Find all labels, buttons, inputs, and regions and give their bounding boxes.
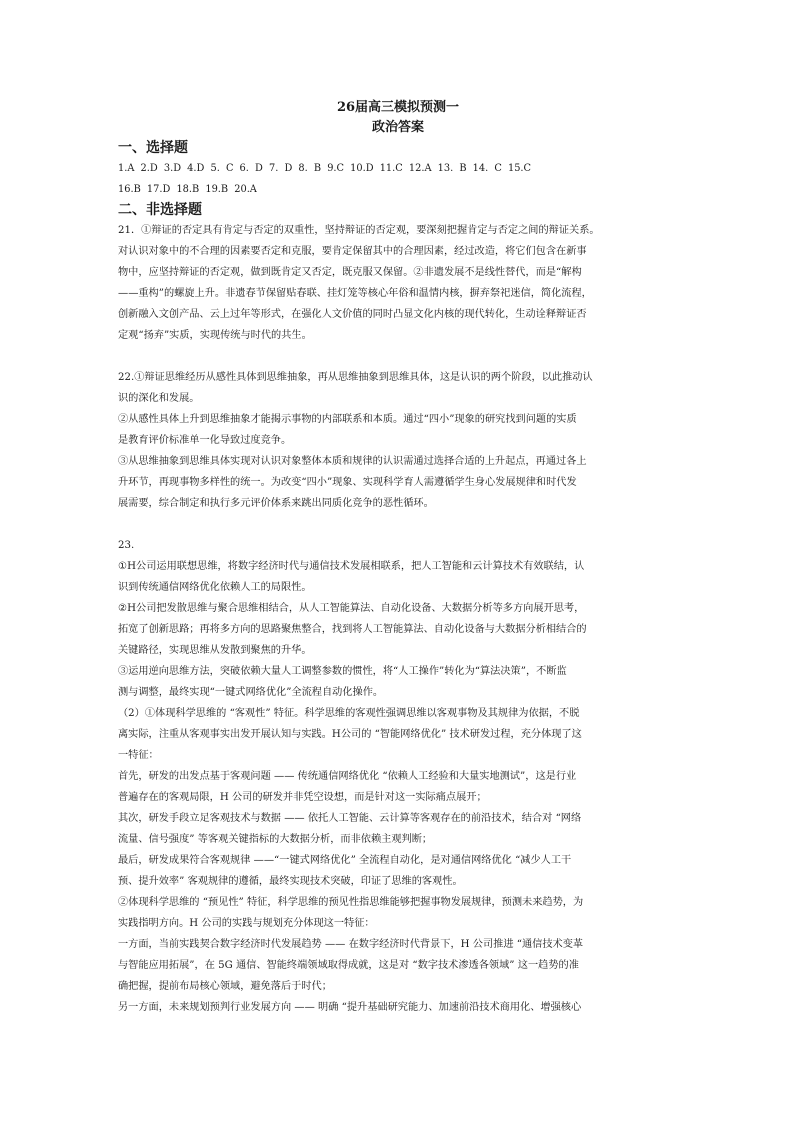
choice-answers-line-1: 1.A 2.D 3.D 4.D 5. C 6. D 7. D 8. B 9.C 10.D 11.C 12.A 13. B 14. C 15.C	[118, 163, 532, 174]
q22-line: 识的深化和发展。	[118, 393, 200, 404]
q23-label: 23.	[118, 540, 135, 551]
page-subtitle: 政治答案	[371, 120, 424, 135]
section-heading-choice: 一、选择题	[118, 140, 188, 156]
answer-sheet	[118, 98, 678, 1018]
q23-line: 流量、信号强度” 等客观关键指标的大数据分析，而非依赖主观判断；	[118, 834, 433, 845]
q23-line: 首先，研发的出发点基于客观问题 —— 传统通信网络优化 “依赖人工经验和大量实地测试”，这是行业	[118, 771, 577, 782]
q23-line: 最后，研发成果符合客观规律 ——“一键式网络优化” 全流程自动化，是对通信网络优化 “减少人工干	[118, 855, 572, 866]
q23-line: 拓宽了创新思路；再将多方向的思路聚焦整合，找到将人工智能算法、自动化设备与大数据分析相结合的	[118, 624, 587, 635]
q23-line: 关键路径，实现思维从发散到聚焦的升华。	[118, 645, 312, 656]
q21-line: 物中，应坚持辩证的否定观，做到既肯定又否定，既克服又保留。②非遗发展不是线性替代，而是“解构	[118, 267, 582, 278]
q23-line: ③运用逆向思维方法，突破依赖大量人工调整参数的惯性，将“人工操作”转化为“算法决策”，不断监	[118, 666, 567, 677]
q23-line: 与智能应用拓展”，在 5G 通信、智能终端领域取得成就，这是对 “数字技术渗透各领域” 这一趋势的准	[118, 960, 579, 971]
q21-line: 定观“扬弃”实质，实现传统与时代的共生。	[118, 330, 312, 341]
q23-line: 一方面，当前实践契合数字经济时代发展趋势 —— 在数字经济时代背景下，H 公司推进 “通信技术变革	[118, 939, 584, 950]
q23-line: 确把握，提前布局核心领域，避免落后于时代；	[118, 981, 332, 992]
section-heading-nonchoice: 二、非选择题	[118, 202, 202, 218]
q21-line: 21．①辩证的否定具有肯定与否定的双重性，坚持辩证的否定观，要深刻把握肯定与否定之间的辩证关系。	[118, 225, 600, 236]
q23-line: 离实际，注重从客观事实出发开展认知与实践。H公司的 “智能网络优化” 技术研发过程，充分体现了这	[118, 729, 582, 740]
q22-line: ②从感性具体上升到思维抽象才能揭示事物的内部联系和本质。通过“四小”现象的研究找到问题的实质	[118, 414, 577, 425]
q22-line: 升环节，再现事物多样性的统一。为改变“四小”现象、实现科学育人需遵循学生身心发展规律和时代发	[118, 477, 577, 488]
q23-line: 测与调整，最终实现“一键式网络优化”全流程自动化操作。	[118, 687, 384, 698]
q23-line: 另一方面，未来规划预判行业发展方向 —— 明确 “提升基础研究能力、加速前沿技术商用化、增强核心	[118, 1002, 582, 1013]
q23-line: 其次，研发手段立足客观技术与数据 —— 依托人工智能、云计算等客观存在的前沿技术，结合对 “网络	[118, 813, 582, 824]
q23-line: 一特征：	[118, 750, 159, 761]
q23-line: ①H公司运用联想思维，将数字经济时代与通信技术发展相联系，把人工智能和云计算技术有效联结，认	[118, 561, 585, 572]
q23-line: 实践指明方向。H 公司的实践与规划充分体现这一特征：	[118, 918, 375, 929]
question-21-answer	[118, 220, 678, 346]
q22-line: 22.①辩证思维经历从感性具体到思维抽象，再从思维抽象到思维具体，这是认识的两个阶段，以此推动认	[118, 372, 593, 383]
q23-line: ②H公司把发散思维与聚合思维相结合，从人工智能算法、自动化设备、大数据分析等多方向展开思考，	[118, 603, 585, 614]
q21-line: ——重构”的螺旋上升。非遗春节保留贴春联、挂灯笼等核心年俗和温情内核，摒弃祭祀迷信，简化流程，	[118, 288, 592, 299]
q23-line: 预、提升效率” 客观规律的遵循，最终实现技术突破，印证了思维的客观性。	[118, 876, 463, 887]
spacer	[118, 514, 678, 535]
question-22-answer	[118, 367, 678, 514]
q23-line: 识到传统通信网络优化依赖人工的局限性。	[118, 582, 312, 593]
q22-line: 是教育评价标准单一化导致过度竞争。	[118, 435, 292, 446]
page-title: 26届高三模拟预测一	[336, 100, 460, 115]
question-23-answer	[118, 535, 678, 1018]
spacer	[118, 346, 678, 367]
q21-line: 创新融入文创产品、云上过年等形式，在强化人文价值的同时凸显文化内核的现代转化，生动诠释辩证否	[118, 309, 587, 320]
q22-line: 展需要，综合制定和执行多元评价体系来跳出同质化竞争的恶性循环。	[118, 498, 434, 509]
q23-line: （2）①体现科学思维的 “客观性” 特征。科学思维的客观性强调思维以客观事物及其规律为依据，不脱	[118, 708, 580, 719]
q21-line: 对认识对象中的不合理的因素要否定和克服，要肯定保留其中的合理因素，经过改造，将它们包含在新事	[118, 246, 587, 257]
q23-line: ②体现科学思维的 “预见性” 特征，科学思维的预见性指思维能够把握事物发展规律，预测未来趋势，为	[118, 897, 584, 908]
choice-answers-line-2: 16.B 17.D 18.B 19.B 20.A	[118, 184, 257, 195]
q22-line: ③从思维抽象到思维具体实现对认识对象整体本质和规律的认识需通过选择合适的上升起点，再通过各上	[118, 456, 587, 467]
q23-line: 普遍存在的客观局限，H 公司的研发并非凭空设想，而是针对这一实际痛点展开；	[118, 792, 487, 803]
